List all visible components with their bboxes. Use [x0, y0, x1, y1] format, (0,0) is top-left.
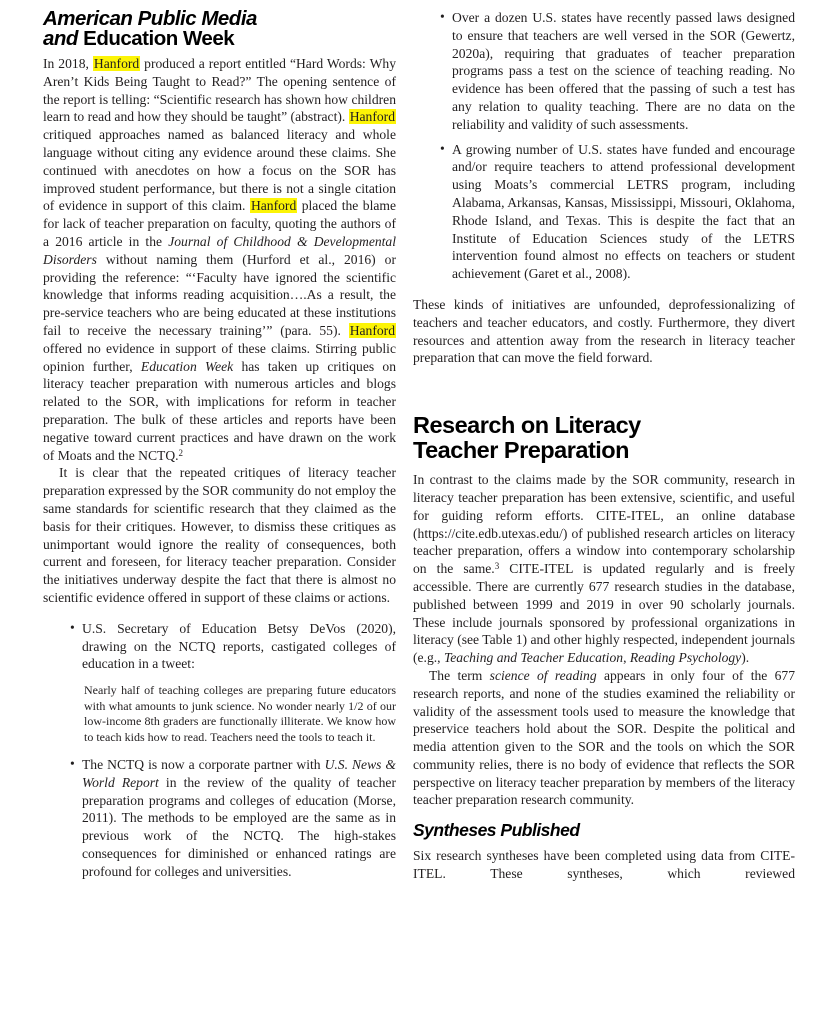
text-segment: critiqued approaches named as balanced literacy and whole language without citing any evidence around these claims. She continued with anecdotes on how a focus on the SOR has improved student performance, but there is not a single citation of evidence in support of this claim.	[43, 127, 396, 214]
bullet-icon: •	[70, 619, 75, 635]
bullet-text	[82, 621, 396, 672]
bullet-item	[43, 756, 396, 881]
text-segment: These kinds of initiatives are unfounded, deprofessionalizing of teachers and teacher educators, and costly. Furthermore, they divert resources and attention away from the research in literacy teacher preparation that can move the field forward.	[413, 296, 795, 366]
text-segment: In contrast to the claims made by the SOR community, research in literacy teacher preparation has been extensive, scientific, and useful for guiding reform efforts. CITE-ITEL, an online database (https://cite.edb.utexas.edu/) of published research articles on literacy teacher preparation, offers a window into contemporary scholarship on the same.	[413, 472, 795, 577]
text-segment: Over a dozen U.S. states have recently passed laws designed to ensure that teachers are well versed in the SOR (Gewertz, 2020a), requiring that graduates of teacher preparation programs pass a test on the science of teaching reading. No evidence has been offered that the passing of such a test has any relation to quality teaching. There are no data on the reliability and validity of such assessments.	[452, 10, 795, 132]
italic-text: Teaching and Teacher Education	[443, 650, 624, 666]
bullet-text	[452, 142, 795, 282]
italic-text: U.S. News & World Report	[82, 757, 396, 790]
paragraph	[43, 55, 396, 464]
section-heading	[413, 413, 795, 463]
text-segment: Teacher Preparation	[413, 437, 630, 464]
text-segment: In 2018,	[43, 56, 93, 71]
paragraph	[413, 667, 795, 809]
subsection-heading	[413, 821, 795, 840]
text-segment: Six research syntheses have been completed using data from CITE-ITEL. These syntheses, which reviewed	[413, 848, 795, 882]
paragraph	[413, 847, 795, 883]
bullet-text	[82, 757, 396, 879]
text-segment: Research on Literacy	[413, 412, 641, 439]
footnote-superscript: 3	[494, 561, 500, 572]
text-segment: A growing number of U.S. states have funded and encourage and/or require teachers to attend professional development using Moats’s commercial LETRS program, including Alabama, Arkansas, Kansas, Mississippi, Missouri, Oklahoma, Rhode Island, and Texas. This is despite the fact that an Institute of Education Sciences study of the LETRS intervention found almost no effects on teachers or student achievement (Garet et al., 2008).	[452, 141, 795, 282]
text-segment: It is clear that the repeated critiques of literacy teacher preparation expressed by the SOR community do not employ the same standards for scientific research that they claimed as the basis for their critiques. However, to dismiss these critiques as unimportant would ignore the reality of consequences, both current and foreseen, for literacy teacher preparation. Consider the initiatives underway despite the fact that there is almost no scientific evidence offered in support of these claims or actions.	[43, 465, 396, 605]
italic-text: Education Week	[140, 358, 234, 374]
bullet-icon: •	[440, 9, 445, 24]
text-segment: and	[43, 27, 84, 50]
text-segment: CITE-ITEL is updated regularly and is freely accessible. There are currently 677 research studies in the database, published between 1999 and 2019 in over 90 scholarly journals. These include journals sponsored by professional organizations in literacy (see Table 1) and other highly respected, independent journals (e.g.,	[413, 561, 795, 666]
footnote-superscript: 2	[178, 447, 184, 458]
italic-text: Journal of Childhood & Developmental Disorders	[43, 233, 396, 267]
text-segment: Education Week	[83, 27, 235, 50]
highlighted-text: Hanford	[250, 198, 297, 214]
text-segment: has taken up critiques on literacy teacher preparation with numerous articles and blogs related to the SOR, with implications for reform in teacher preparation. The bulk of these articles and reports have been negative toward current practices and have drawn on the work of Moats and the NCTQ.	[43, 358, 397, 463]
left-column	[43, 9, 396, 1023]
italic-text: science of reading	[489, 667, 597, 683]
paragraph	[43, 464, 396, 606]
bullet-text	[452, 10, 795, 132]
text-segment: The NCTQ is now a corporate partner with	[82, 757, 325, 773]
highlighted-text: Hanford	[349, 109, 395, 125]
text-segment: in the review of the quality of teacher preparation programs and colleges of education (Morse, 2011). The methods to be employed are the same as in previous work of the NCTQ. The high-stakes consequences for diminished or enhanced ratings are profound for colleges and universities.	[82, 774, 396, 879]
section-heading	[43, 9, 396, 49]
bullet-item	[43, 620, 396, 673]
highlighted-text: Hanford	[93, 56, 140, 71]
text-segment: offered no evidence in support of these claims. Stirring public opinion further,	[43, 340, 396, 374]
bullet-item	[413, 141, 795, 283]
bullet-icon: •	[70, 756, 75, 772]
text-segment: appears in only four of the 677 research reports, and none of the studies examined the reliability or validity of the assessment tools used to measure the knowledge that preservice teachers hold about the SOR. Despite the political and media attention given to the SOR and the tools on which the SOR community relies, there is no body of evidence that reflects the SOR perspective on literacy teacher preparation by members of the literacy teacher preparation research community.	[413, 667, 796, 808]
text-segment: U.S. Secretary of Education Betsy DeVos (2020), drawing on the NCTQ reports, castigated colleges of education in a tweet:	[82, 620, 396, 672]
text-segment: The term	[429, 667, 490, 683]
text-segment: ,	[623, 650, 630, 666]
paragraph	[413, 296, 795, 367]
bullet-item	[413, 9, 795, 134]
italic-text: Reading Psychology	[629, 650, 742, 666]
text-segment: placed the blame for lack of teacher preparation on faculty, quoting the authors of a 2016 article in the	[43, 198, 397, 249]
highlighted-text: Hanford	[349, 322, 395, 338]
right-column	[413, 9, 795, 1023]
bullet-icon: •	[440, 140, 445, 156]
tweet-quote	[84, 683, 396, 745]
text-segment: Nearly half of teaching colleges are preparing future educators with what amounts to junk science. No wonder nearly 1/2 of our low-income 8th graders are functionally illiterate. We know how to teach kids how to read. Teachers need the tools to teach it.	[84, 683, 396, 744]
paragraph	[413, 471, 795, 667]
text-segment: produced a report entitled “Hard Words: Why Aren’t Kids Being Taught to Read?” The opening sentence of the report is telling: “Scientific research has shown how children learn to read and how they should be taught” (abstract).	[43, 56, 396, 125]
text-segment: ).	[741, 650, 750, 666]
text-segment: without naming them (Hurford et al., 2016) or providing the reference: “‘Faculty have ignored the scientific knowledge that informs reading acquisition….As a result, the pre-service teachers who are being educated at these institutions fail to receive the necessary training’” (para. 55).	[43, 251, 396, 338]
text-segment: American Public Media	[43, 7, 257, 30]
text-segment: Syntheses Published	[413, 820, 580, 841]
